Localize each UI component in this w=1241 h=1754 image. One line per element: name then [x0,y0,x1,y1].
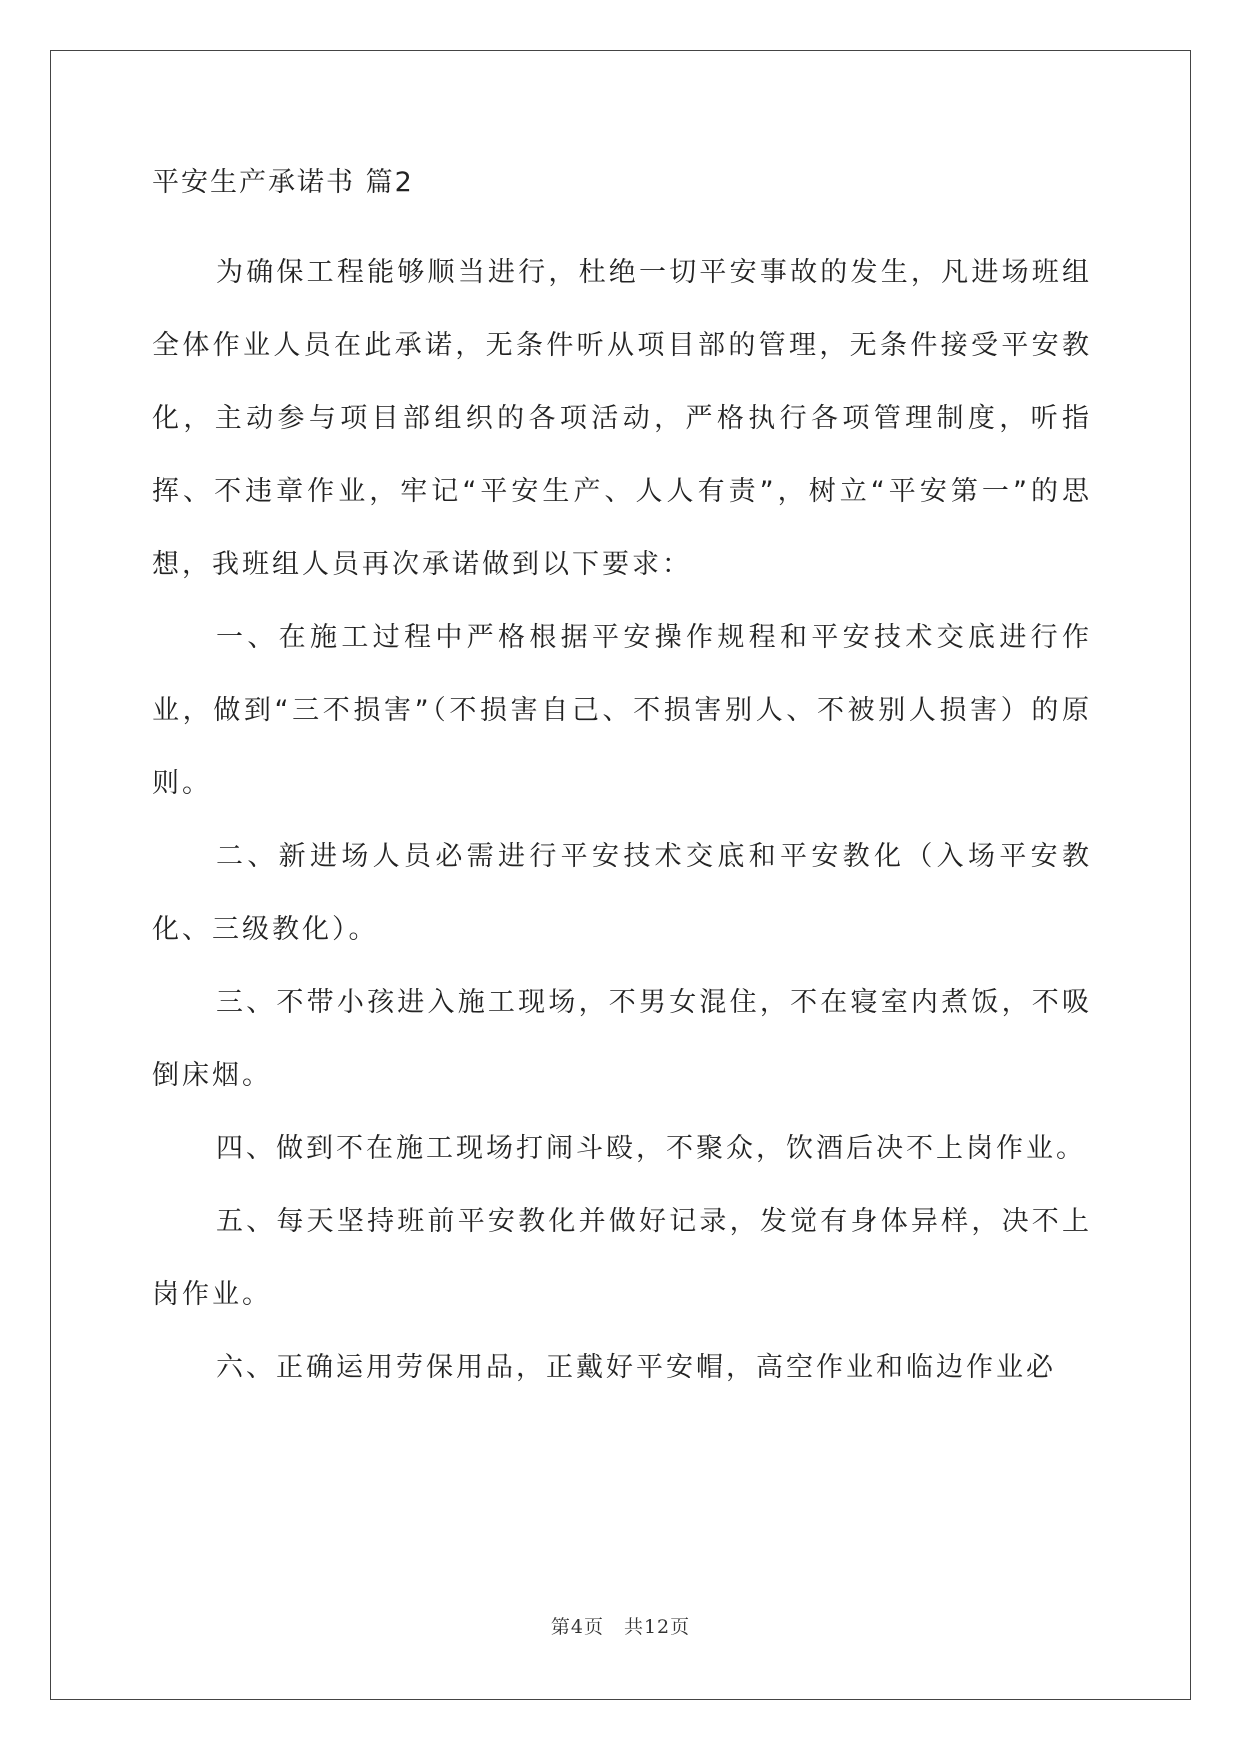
paragraph-item-4: 四、做到不在施工现场打闹斗殴，不聚众，饮酒后决不上岗作业。 [216,1133,1086,1164]
document-title: 平安生产承诺书 篇2 [152,167,414,198]
paragraph-item-6: 六、正确运用劳保用品，正戴好平安帽，高空作业和临边作业必 [216,1352,1056,1383]
document-body [152,168,1092,1404]
page-number-footer: 第4页 共12页 [550,1616,691,1638]
paragraph-item-3: 三、不带小孩进入施工现场，不男女混住，不在寝室内煮饭，不吸倒床烟。 [152,987,1092,1091]
paragraph-item-2: 二、新进场人员必需进行平安技术交底和平安教化（入场平安教化、三级教化）。 [152,841,1092,945]
paragraph-intro: 为确保工程能够顺当进行，杜绝一切平安事故的发生，凡进场班组全体作业人员在此承诺，无条件听从项目部的管理，无条件接受平安教化，主动参与项目部组织的各项活动，严格执行各项管理制度，听指挥、不违章作业，牢记“平安生产、人人有责”，树立“平安第一”的思想，我班组人员再次承诺做到以下要求： [152,257,1092,580]
paragraph-item-1: 一、在施工过程中严格根据平安操作规程和平安技术交底进行作业，做到“三不损害”（不损害自己、不损害别人、不被别人损害）的原则。 [152,622,1092,799]
paragraph-item-5: 五、每天坚持班前平安教化并做好记录，发觉有身体异样，决不上岗作业。 [152,1206,1092,1310]
